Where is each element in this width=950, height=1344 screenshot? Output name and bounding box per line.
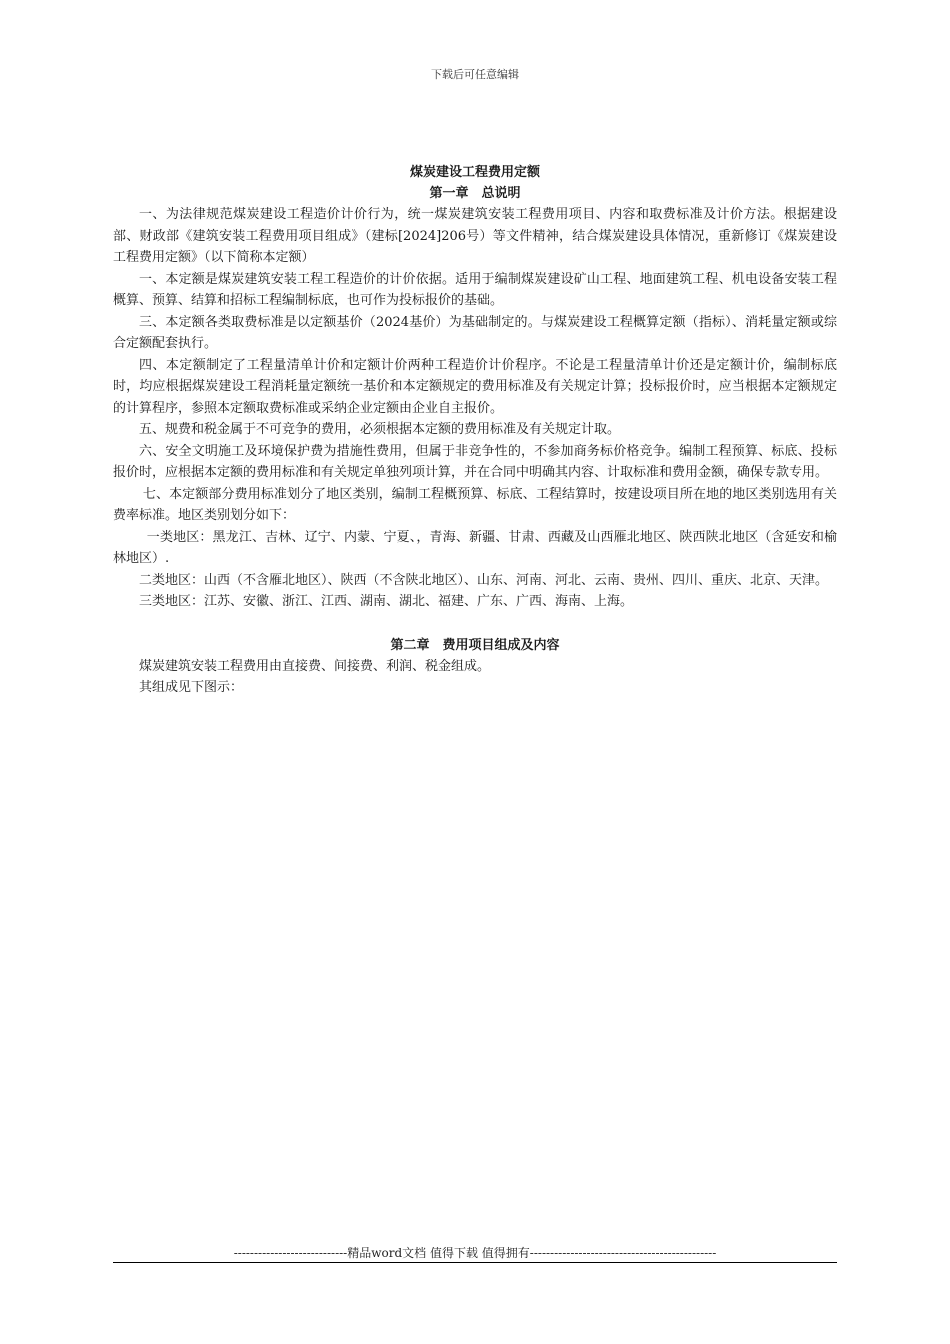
footer-divider — [113, 1262, 837, 1263]
chapter-1-title: 第一章 总说明 — [429, 186, 521, 201]
section-spacer — [113, 613, 837, 635]
paragraph-1-2: 一、本定额是煤炭建筑安装工程工程造价的计价依据。适用于编制煤炭建设矿山工程、地面建筑工程、机电设备安装工程概算、预算、结算和招标工程编制标底，也可作为投标报价的基础。 — [113, 271, 837, 308]
paragraph-1-5: 五、规费和税金属于不可竞争的费用，必须根据本定额的费用标准及有关规定计取。 — [139, 422, 621, 437]
footer-text: ----------------------------精品word文档 值得下载 值得拥有---------------------------------------------- — [233, 1246, 717, 1260]
document-body — [113, 162, 837, 699]
paragraph-2-2: 其组成见下图示： — [139, 680, 244, 695]
region-class-3: 三类地区：江苏、安徽、浙江、江西、湖南、湖北、福建、广东、广西、海南、上海。 — [139, 594, 634, 609]
paragraph-1-7: 七、本定额部分费用标准划分了地区类别，编制工程概预算、标底、工程结算时，按建设项目所在地的地区类别选用有关费率标准。地区类别划分如下： — [113, 486, 837, 523]
paragraph-1-6: 六、安全文明施工及环境保护费为措施性费用，但属于非竞争性的，不参加商务标价格竞争。编制工程预算、标底、投标报价时，应根据本定额的费用标准和有关规定单独列项计算，并在合同中明确其内容、计取标准和费用金额，确保专款专用。 — [113, 443, 837, 480]
paragraph-1-1: 一、为法律规范煤炭建设工程造价计价行为，统一煤炭建筑安装工程费用项目、内容和取费标准及计价方法。根据建设部、财政部《建筑安装工程费用项目组成》（建标[2024]206号）等文件精神，结合煤炭建设具体情况，重新修订《煤炭建设工程费用定额》（以下简称本定额） — [113, 207, 837, 265]
chapter-2-title: 第二章 费用项目组成及内容 — [390, 637, 560, 653]
paragraph-1-4: 四、本定额制定了工程量清单计价和定额计价两种工程造价计价程序。不论是工程量清单计价还是定额计价，编制标底时，均应根据煤炭建设工程消耗量定额统一基价和本定额规定的费用标准及有关规定计算；投标报价时，应当根据本定额规定的计算程序，参照本定额取费标准或采纳企业定额由企业自主报价。 — [113, 357, 837, 416]
region-class-2: 二类地区：山西（不含雁北地区）、陕西（不含陕北地区）、山东、河南、河北、云南、贵州、四川、重庆、北京、天津。 — [139, 572, 829, 588]
document-title: 煤炭建设工程费用定额 — [409, 165, 540, 180]
paragraph-2-1: 煤炭建筑安装工程费用由直接费、间接费、利润、税金组成。 — [139, 658, 491, 674]
header-note: 下载后可任意编辑 — [431, 68, 519, 81]
paragraph-1-3: 三、本定额各类取费标准是以定额基价（2024基价）为基础制定的。与煤炭建设工程概算定额（指标）、消耗量定额或综合定额配套执行。 — [113, 314, 837, 351]
region-class-1: 一类地区：黑龙江、吉林、辽宁、内蒙、宁夏、，青海、新疆、甘肃、西藏及山西雁北地区、陕西陕北地区（含延安和榆林地区）. — [113, 529, 837, 566]
